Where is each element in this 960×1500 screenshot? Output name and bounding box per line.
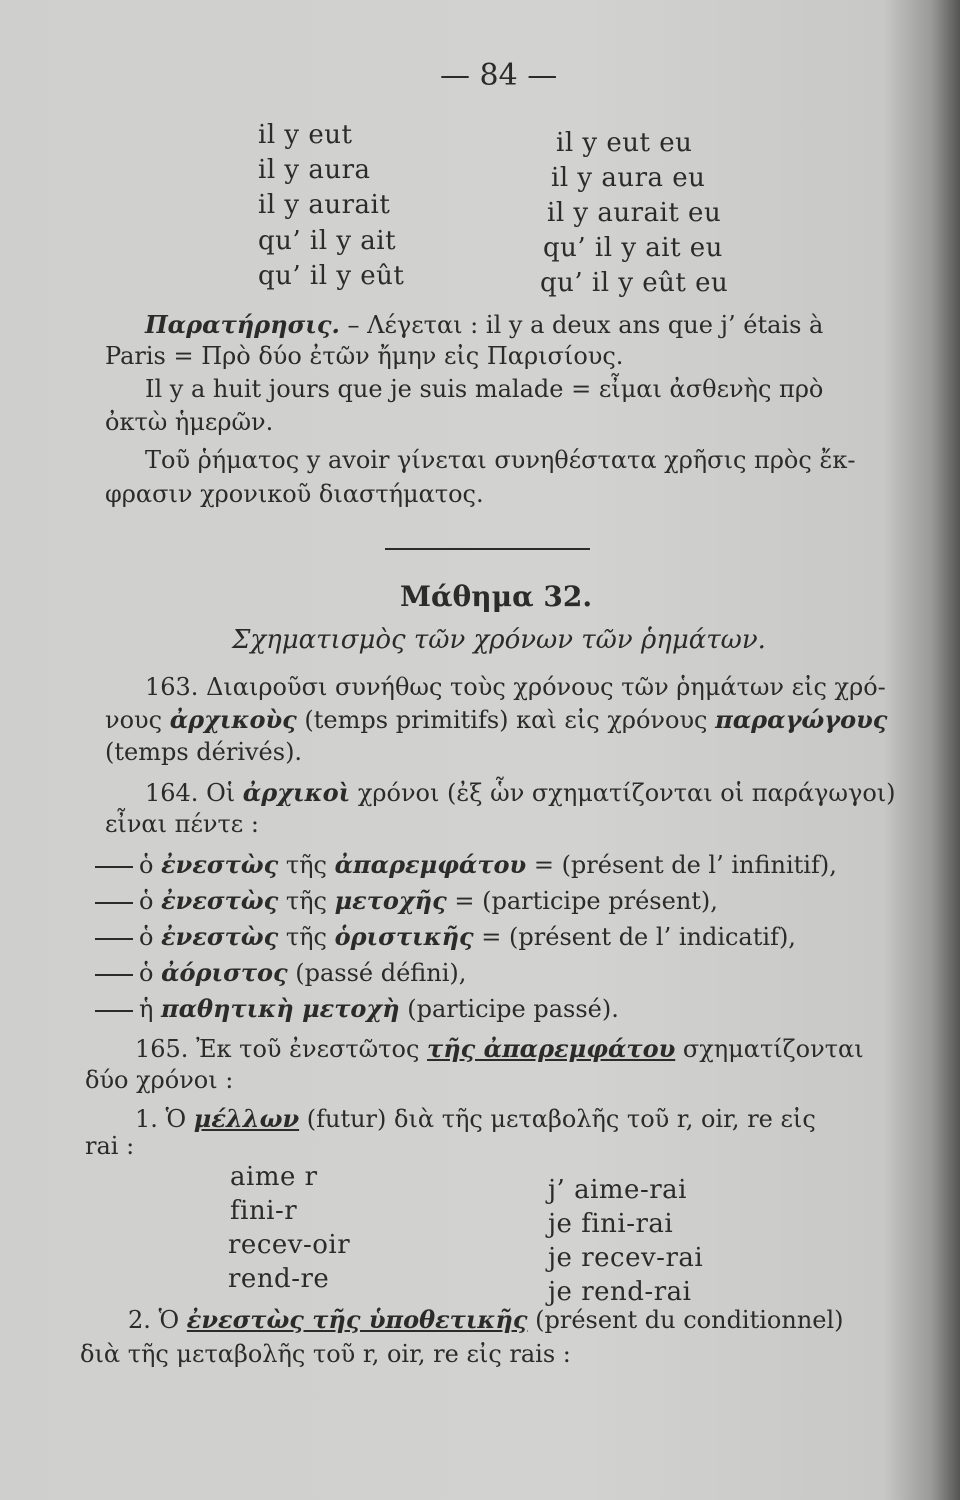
item-gloss: = (présent de l’ indicatif), bbox=[473, 923, 796, 951]
remark-text-1: – Λέγεται : il y a deux ans que j’ étais à bbox=[339, 311, 824, 339]
para165-item-2-cont: διὰ τῆς μεταβολῆς τοῦ r, oir, re εἰς rais : bbox=[80, 1340, 571, 1368]
table2-left-3: recev-oir bbox=[228, 1230, 351, 1260]
item-gloss: (passé défini), bbox=[287, 959, 467, 987]
table2-right-4: je rend-rai bbox=[548, 1277, 692, 1307]
remark-label: Παρατήρησις. bbox=[145, 310, 340, 339]
table1-right-2: il y aura eu bbox=[551, 163, 706, 193]
term-infinitive: τῆς ἀπαρεμφάτου bbox=[427, 1034, 676, 1063]
remark-line-1 bbox=[145, 310, 823, 339]
para164-line-1 bbox=[145, 778, 896, 807]
tense-item-1 bbox=[95, 850, 837, 879]
table2-right-2: je fini-rai bbox=[548, 1209, 674, 1239]
item-term-2: ὁριστικῆς bbox=[334, 922, 474, 951]
table1-left-4: qu’ il y ait bbox=[258, 226, 397, 256]
table1-right-4: qu’ il y ait eu bbox=[543, 233, 723, 263]
item-article: ὁ bbox=[139, 959, 162, 987]
dash-mark bbox=[95, 1010, 133, 1012]
item-mid: τῆς bbox=[278, 851, 335, 879]
item-term: ἐνεστὼς bbox=[161, 922, 279, 951]
para164-line-2: εἶναι πέντε : bbox=[105, 810, 259, 838]
table1-left-1: il y eut bbox=[258, 120, 353, 150]
item-term-2: μετοχῆς bbox=[334, 886, 447, 915]
para165-line-1 bbox=[135, 1034, 864, 1063]
remark-line-2: Paris = Πρὸ δύο ἐτῶν ἤμην εἰς Παρισίους. bbox=[105, 342, 624, 370]
para165-line-2: δύο χρόνοι : bbox=[85, 1066, 234, 1094]
lesson-title: Μάθημα 32. bbox=[400, 580, 593, 613]
table1-left-5: qu’ il y eût bbox=[258, 261, 405, 291]
item-gloss: = (participe présent), bbox=[446, 887, 718, 915]
item-term: ἐνεστὼς bbox=[161, 850, 279, 879]
term-future: μέλλων bbox=[193, 1104, 300, 1133]
item-mid: τῆς bbox=[278, 887, 335, 915]
table2-right-3: je recev-rai bbox=[548, 1243, 704, 1273]
table1-right-5: qu’ il y eût eu bbox=[540, 268, 729, 298]
item-number: 1. Ὁ bbox=[135, 1105, 194, 1133]
para165-text-a: 165. Ἐκ τοῦ ἐνεστῶτος bbox=[135, 1035, 428, 1063]
item-article: ὁ bbox=[139, 851, 162, 879]
lesson-subtitle: Σχηματισμὸς τῶν χρόνων τῶν ῥημάτων. bbox=[232, 625, 766, 655]
table1-right-1: il y eut eu bbox=[556, 128, 693, 158]
item-article: ὁ bbox=[139, 923, 162, 951]
item-article: ἡ bbox=[139, 995, 162, 1023]
table2-left-4: rend-re bbox=[228, 1264, 330, 1294]
para163-line-2 bbox=[105, 705, 887, 734]
para163-text-a: νους bbox=[105, 706, 170, 734]
dash-mark bbox=[95, 938, 133, 940]
table1-left-3: il y aurait bbox=[258, 190, 391, 220]
item-term: ἀόριστος bbox=[161, 958, 288, 987]
para165-text-c: σχηματίζονται bbox=[675, 1035, 864, 1063]
remark-line-3: Il y a huit jours que je suis malade = εἶμαι ἀσθενὴς πρὸ bbox=[145, 375, 824, 403]
item-term: παθητικὴ μετοχὴ bbox=[161, 994, 400, 1023]
dash-mark bbox=[95, 866, 133, 868]
table1-right-3: il y aurait eu bbox=[547, 198, 722, 228]
para165-item-1 bbox=[135, 1104, 816, 1133]
item-gloss: (participe passé). bbox=[399, 995, 619, 1023]
dash-mark bbox=[95, 902, 133, 904]
term-conditional: ἐνεστὼς τῆς ὑποθετικῆς bbox=[186, 1305, 528, 1334]
para163-text-c: (temps primitifs) καὶ εἰς χρόνους bbox=[296, 706, 716, 734]
term-derived: παραγώγους bbox=[715, 705, 888, 734]
item-text: (présent du conditionnel) bbox=[527, 1306, 844, 1334]
item-term: ἐνεστὼς bbox=[161, 886, 279, 915]
tense-item-3 bbox=[95, 922, 796, 951]
table1-left-2: il y aura bbox=[258, 155, 371, 185]
item-article: ὁ bbox=[139, 887, 162, 915]
table2-right-1: j’ aime-rai bbox=[548, 1175, 687, 1205]
para165-item-1-cont: rai : bbox=[85, 1132, 135, 1160]
table2-left-2: fini-r bbox=[230, 1196, 298, 1226]
dash-mark bbox=[95, 974, 133, 976]
item-term-2: ἀπαρεμφάτου bbox=[334, 850, 527, 879]
para164-text-c: χρόνοι (ἐξ ὧν σχηματίζονται οἱ παράγωγοι) bbox=[350, 779, 896, 807]
term-primary: ἀρχικοὺς bbox=[169, 705, 297, 734]
term-primary-2: ἀρχικοὶ bbox=[242, 778, 351, 807]
para164-text-a: 164. Οἱ bbox=[145, 779, 243, 807]
tense-item-4 bbox=[95, 958, 466, 987]
para165-item-2 bbox=[128, 1305, 844, 1334]
para163-line-3: (temps dérivés). bbox=[105, 738, 303, 766]
section-divider bbox=[385, 548, 590, 550]
remark-line-4: ὀκτὼ ἡμερῶν. bbox=[105, 408, 274, 436]
table2-left-1: aime r bbox=[230, 1162, 318, 1192]
page-number: — 84 — bbox=[440, 58, 558, 93]
para163-line-1: 163. Διαιροῦσι συνήθως τοὺς χρόνους τῶν ῥημάτων εἰς χρό- bbox=[145, 673, 886, 701]
tense-item-2 bbox=[95, 886, 718, 915]
item-gloss: = (présent de l’ infinitif), bbox=[526, 851, 837, 879]
remark-line-5: Τοῦ ῥήματος y avoir γίνεται συνηθέστατα χρῆσις πρὸς ἔκ- bbox=[145, 446, 856, 474]
remark-line-6: φρασιν χρονικοῦ διαστήματος. bbox=[105, 480, 484, 508]
item-text: (futur) διὰ τῆς μεταβολῆς τοῦ r, oir, re εἰς bbox=[299, 1105, 816, 1133]
item-mid: τῆς bbox=[278, 923, 335, 951]
item-number: 2. Ὁ bbox=[128, 1306, 187, 1334]
tense-item-5 bbox=[95, 994, 619, 1023]
